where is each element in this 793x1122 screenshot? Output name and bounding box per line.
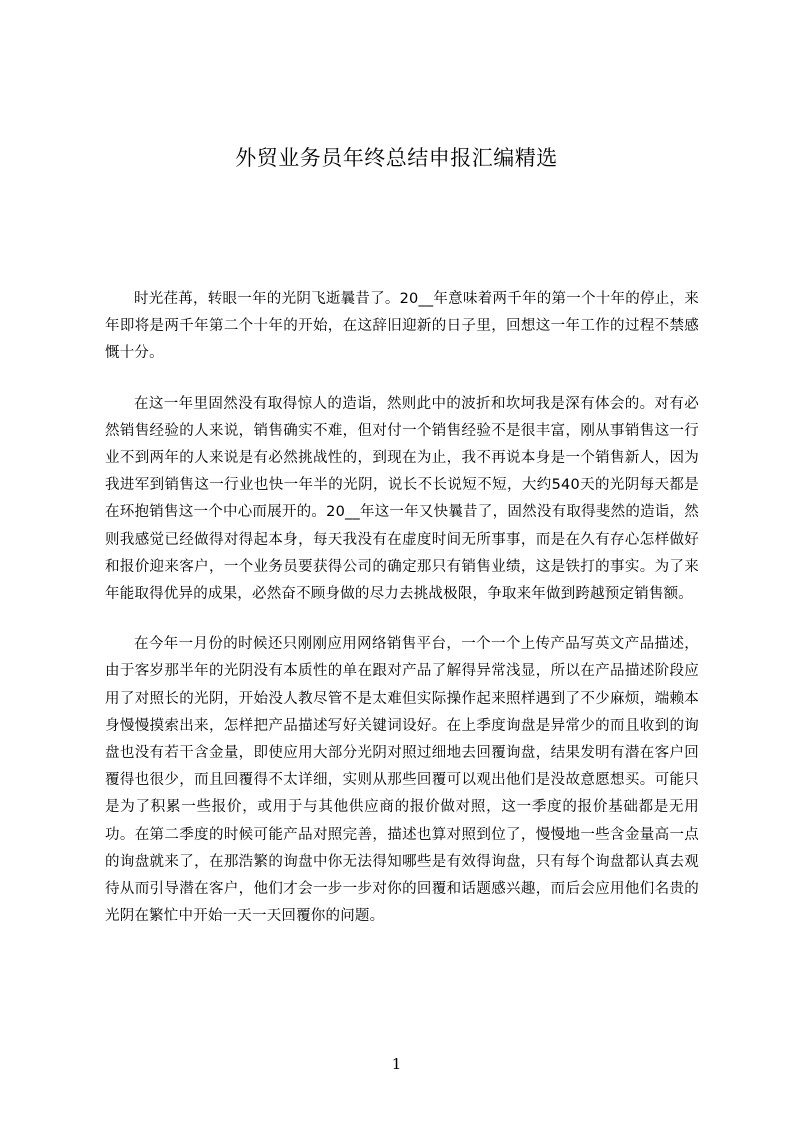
document-body [105,286,699,953]
page-number: 1 [391,1055,402,1073]
document-title: 外贸业务员年终总结申报汇编精选 [235,146,558,170]
paragraph-3: 在今年一月份的时候还只刚刚应用网络销售平台，一个一个上传产品写英文产品描述，由于客岁那半年的光阴没有本质性的单在跟对产品了解得异常浅显，所以在产品描述阶段应用了对照长的光阴，开始没人教尽管不是太难但实际操作起来照样遇到了不少麻烦，端赖本身慢慢摸索出来，怎样把产品描述写好关键词设好。在上季度询盘是异常少的而且收到的询盘也没有若干含金量，即使应用大部分光阴对照过细地去回覆询盘，结果发明有潜在客户回覆得也很少，而且回覆得不太详细，实则从那些回覆可以观出他们是没故意愿想买。可能只是为了积累一些报价，或用于与其他供应商的报价做对照，这一季度的报价基础都是无用功。在第二季度的时候可能产品对照完善，描述也算对照到位了，慢慢地一些含金量高一点的询盘就来了，在那浩繁的询盘中你无法得知哪些是有效得询盘，只有每个询盘都认真去观待从而引导潜在客户，他们才会一步一步对你的回覆和话题感兴趣，而后会应用他们名贵的光阴在繁忙中开始一天一天回覆你的问题。 [105,636,699,925]
paragraph-1: 时光荏苒，转眼一年的光阴飞逝曩昔了。20__年意味着两千年的第一个十年的停止，来年即将是两千年第二个十年的开始，在这辞旧迎新的日子里，回想这一年工作的过程不禁感慨十分。 [105,291,699,362]
paragraph-2: 在这一年里固然没有取得惊人的造诣，然则此中的波折和坎坷我是深有体会的。对有必然销售经验的人来说，销售确实不难，但对付一个销售经验不是很丰富，刚从事销售这一行业不到两年的人来说是有必然挑战性的，到现在为止，我不再说本身是一个销售新人，因为我进军到销售这一行业也快一年半的光阴，说长不长说短不短，大约540天的光阴每天都是在环抱销售这一个中心而展开的。20__年这一年又快曩昔了，固然没有取得斐然的造诣，然则我感觉已经做得对得起本身，每天我没有在虚度时间无所事事，而是在久有存心怎样做好和报价迎来客户，一个业务员要获得公司的确定那只有销售业绩，这是铁打的事实。为了来年能取得优异的成果，必然奋不顾身做的尽力去挑战极限，争取来年做到跨越预定销售额。 [105,395,699,603]
